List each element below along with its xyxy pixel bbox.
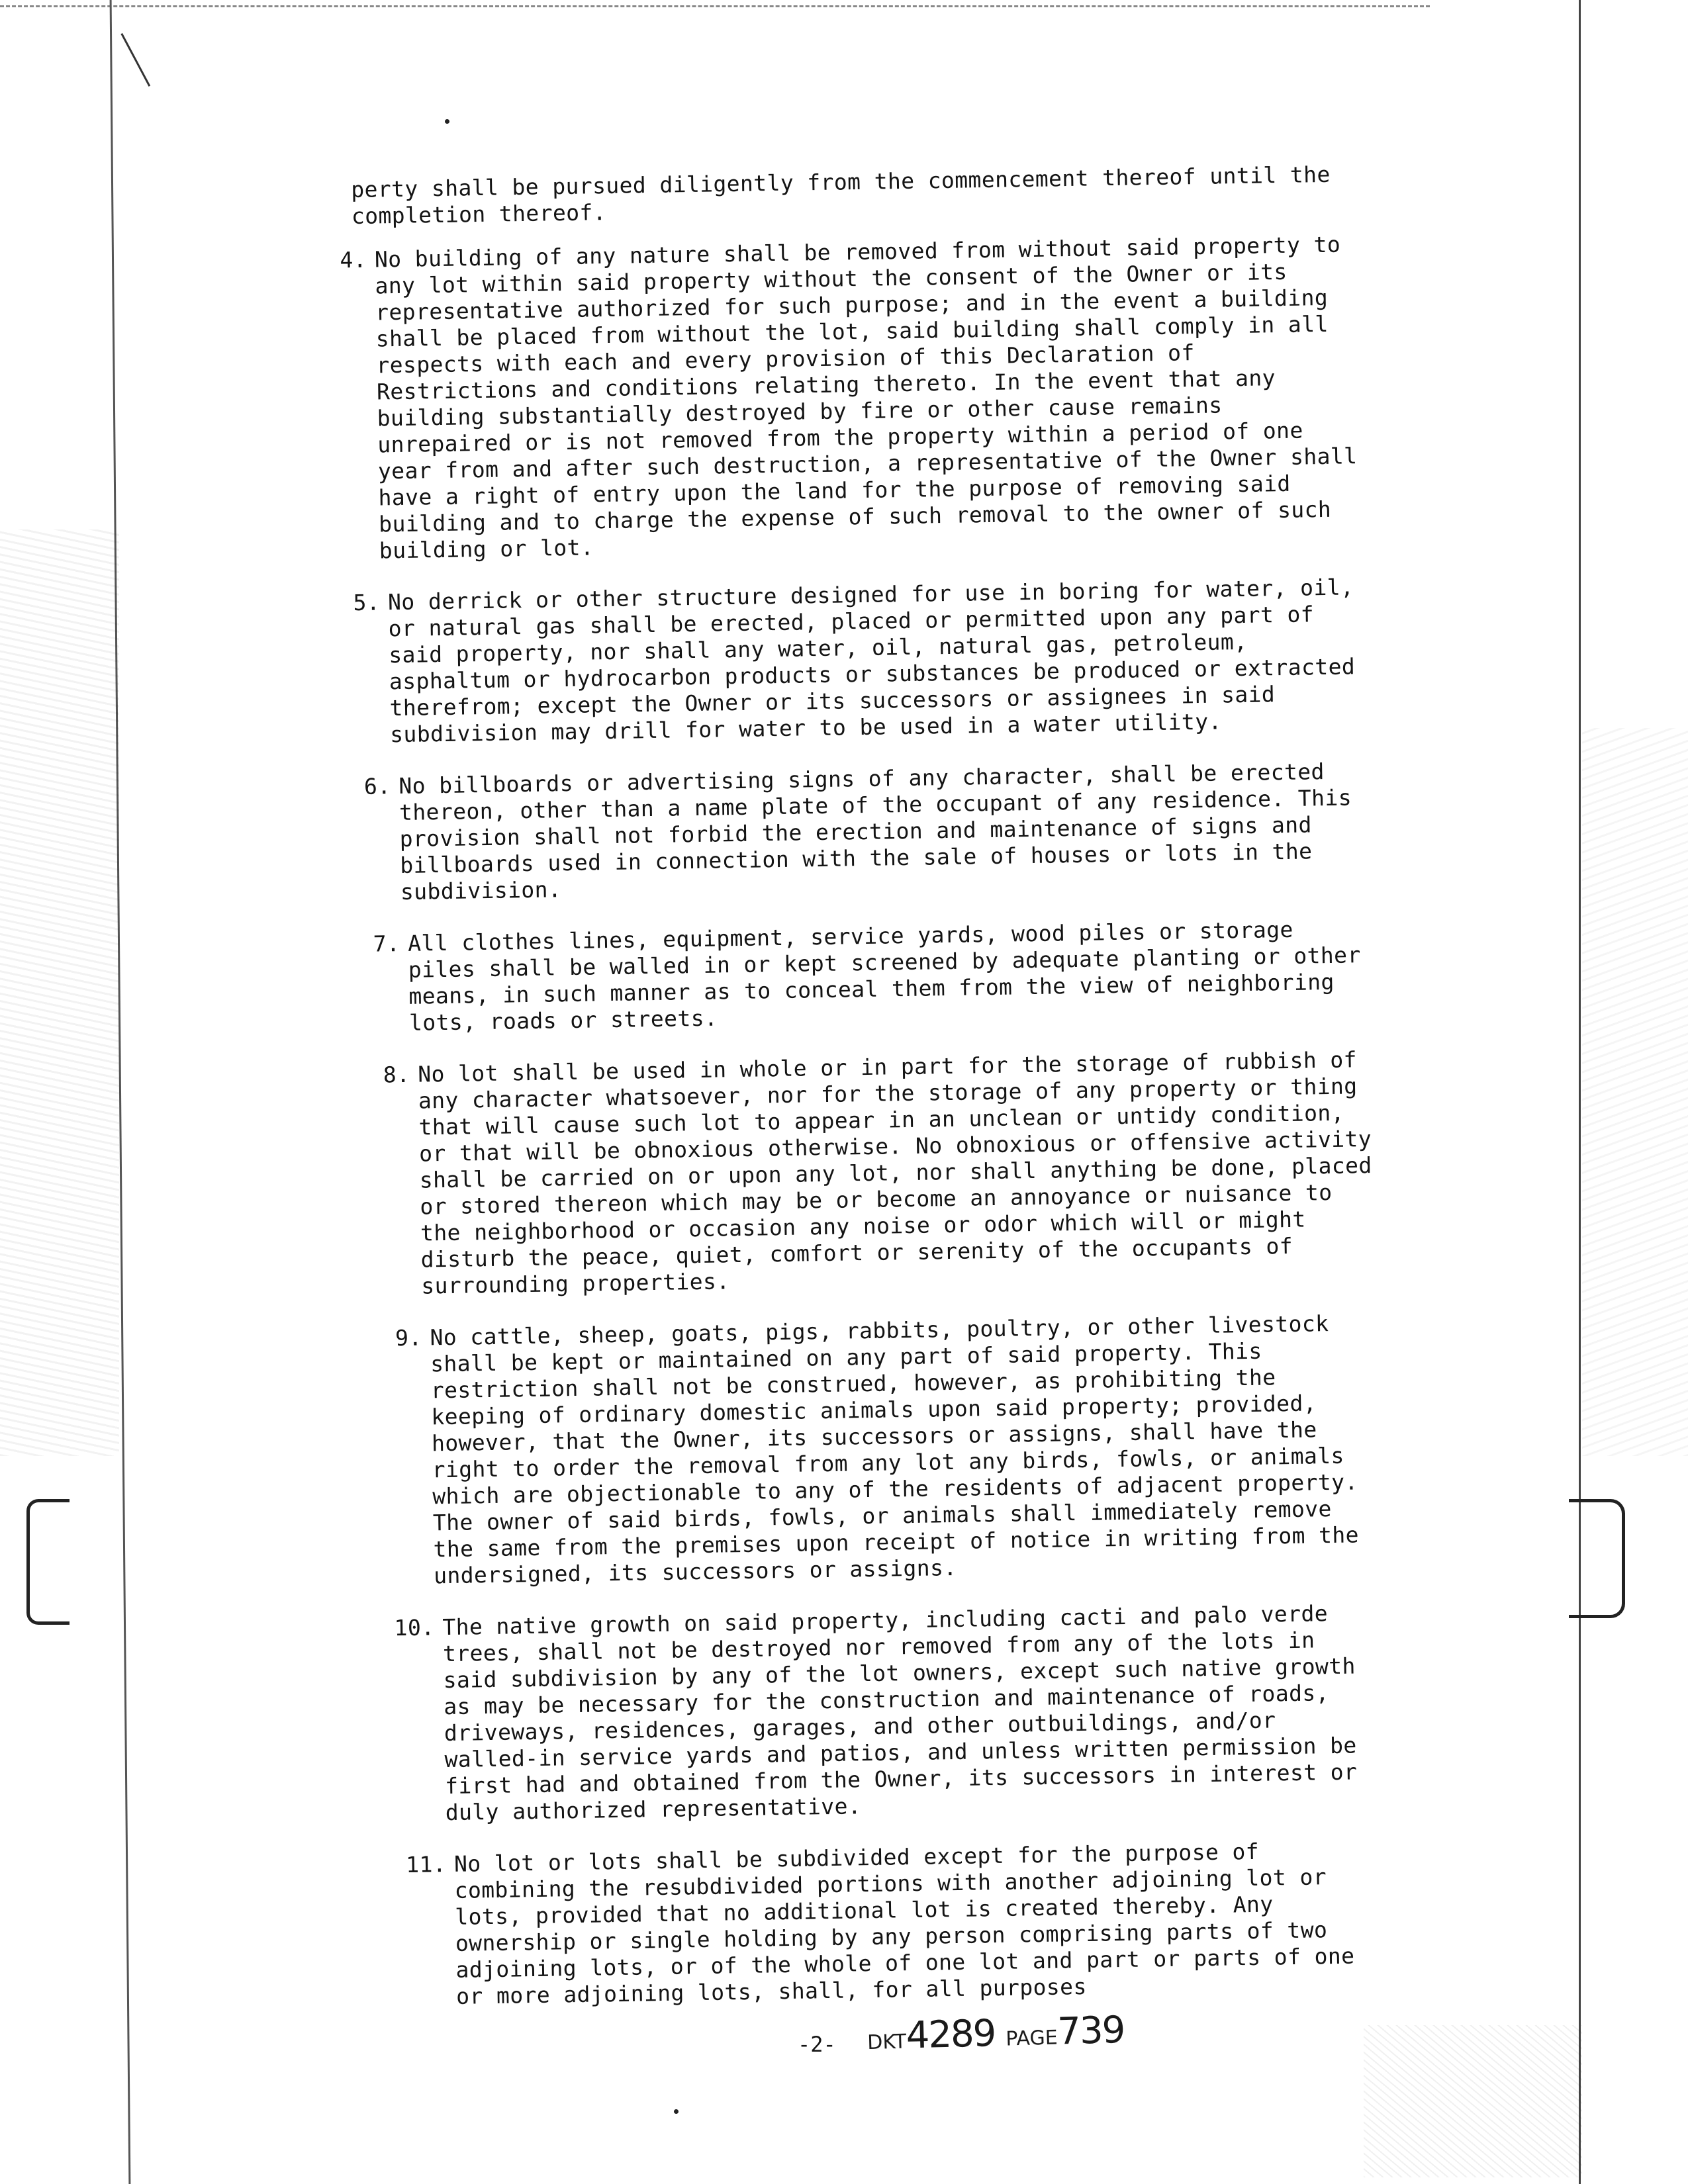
clause-text: No derrick or other structure designed for use in boring for water, oil, or natural gas shall be erected, placed or permitted upon any part of said property, nor shall any water, oil, natural gas, petroleum, asphaltum or hydrocarbon products or substances be produced or extracted therefrom; except the Owner or its successors or assignees in said subdivision may drill for water to be used in a water utility. [387, 574, 1356, 748]
scan-noise-left [0, 529, 119, 1456]
binder-clip-right [1569, 1499, 1625, 1618]
page-number: -2- [798, 2032, 836, 2057]
scan-top-edge [0, 5, 1430, 7]
clause-text: No cattle, sheep, goats, pigs, rabbits, poultry, or other livestock shall be kept or maintained on any part of said property. This restriction shall not be construed, however, as prohibiting the keeping of ordinary domestic animals upon said property; provided, however, that the Owner, its successors or assigns, shall have the right to order the removal from any lot any birds, fowls, or animals which are objectionable to any of the residents of adjacent property. The owner of said birds, fowls, or animals shall immediately remove the same from the premises upon receipt of notice in writing from the undersigned, its successors or assigns. [430, 1310, 1360, 1589]
clause-number: 11. [405, 1851, 447, 1878]
clause-number: 5. [353, 589, 381, 616]
page-label: PAGE [1005, 2026, 1058, 2051]
clause-text: No billboards or advertising signs of any character, shall be erected thereon, other than a name plate of the occupant of any residence. This provision shall not forbid the erection and maintenance of signs and billboards used in connection with the sale of houses or lots in the subdivision. [399, 758, 1352, 905]
clause-8 [355, 1046, 1374, 1300]
stray-mark [674, 2109, 679, 2114]
scan-noise-right [1582, 728, 1688, 1456]
stray-mark [445, 119, 449, 124]
clause-number: 10. [394, 1614, 435, 1641]
clause-number: 8. [383, 1061, 410, 1088]
clause-text: The native growth on said property, including cacti and palo verde trees, shall not be destroyed nor removed from any of the lots in said subdivision by any of the lot owners, except such native growth as may be necessary for the construction and maintenance of roads, driveways, residences, garages, and other outbuildings, and/or walled-in service yards and patios, and unless written permission be first had and obtained from the Owner, its successors in interest or duly authorized representative. [442, 1600, 1358, 1826]
clause-9 [367, 1310, 1379, 1590]
clause-text: No building of any nature shall be removed from without said property to any lot within said property without the consent of the Owner or its representative authorized for such purpose; and in the event a building shall be placed from without the lot, said building shall comply in all respects with each and every provision of this Declaration of Restrictions and conditions relating thereto. In the event that any building substantially destroyed by fire or other cause remains unrepaired or is not removed from the property within a period of one year from and after such destruction, a representative of the Owner shall have a right of entry upon the land for the purpose of removing said building and to charge the expense of such removal to the owner of such building or lot. [374, 231, 1358, 564]
clause-number: 7. [373, 931, 400, 957]
clause-6 [336, 758, 1368, 906]
intro-paragraph: perty shall be pursued diligently from the commencement thereof until the completion thereof. [350, 161, 1331, 230]
clause-number: 9. [395, 1324, 422, 1351]
scan-noise-bottom [1364, 2025, 1582, 2177]
clause-11 [392, 1837, 1386, 2011]
recording-stamp [867, 2009, 1125, 2058]
clause-4 [312, 231, 1363, 565]
clause-text: No lot or lots shall be subdivided except for the purpose of combining the resubdivided portions with another adjoining lot or lots, provided that no additional lot is created thereby. Any ownership or single holding by any person comprising parts of two adjoining lots, or of the whole of one lot and part or parts of one or more adjoining lots, shall, for all purposes [453, 1838, 1355, 2009]
clause-10 [380, 1600, 1383, 1827]
binder-clip-left [26, 1499, 70, 1625]
clause-text: No lot shall be used in whole or in part for the storage of rubbish of any character whatsoever, nor for the storage of any property or thing that will cause such lot to appear in an unclean or untidy condition, or that will be obnoxious otherwise. No obnoxious or offensive activity shall be carried on or upon any lot, nor shall anything be done, placed or stored thereon which may be or become an annoyance or nuisance to the neighborhood or occasion any noise or odor which will or might disturb the peace, quiet, comfort or serenity of the occupants of surrounding properties. [417, 1046, 1372, 1299]
clause-text: All clothes lines, equipment, service yards, wood piles or storage piles shall be walled in or kept screened by adequate planting or other means, in such manner as to conceal them from the view of neighboring lots, roads or streets. [407, 916, 1361, 1036]
clause-7 [346, 915, 1370, 1037]
document-body [311, 161, 1385, 2011]
clause-5 [326, 574, 1366, 749]
scan-fold-line [120, 33, 150, 87]
clause-number: 6. [363, 773, 391, 799]
scan-right-edge [1579, 0, 1581, 2184]
docket-label: DKT [867, 2030, 907, 2055]
recording-page-number: 739 [1056, 2008, 1125, 2054]
clause-number: 4. [340, 246, 367, 273]
docket-number: 4289 [905, 2012, 996, 2058]
